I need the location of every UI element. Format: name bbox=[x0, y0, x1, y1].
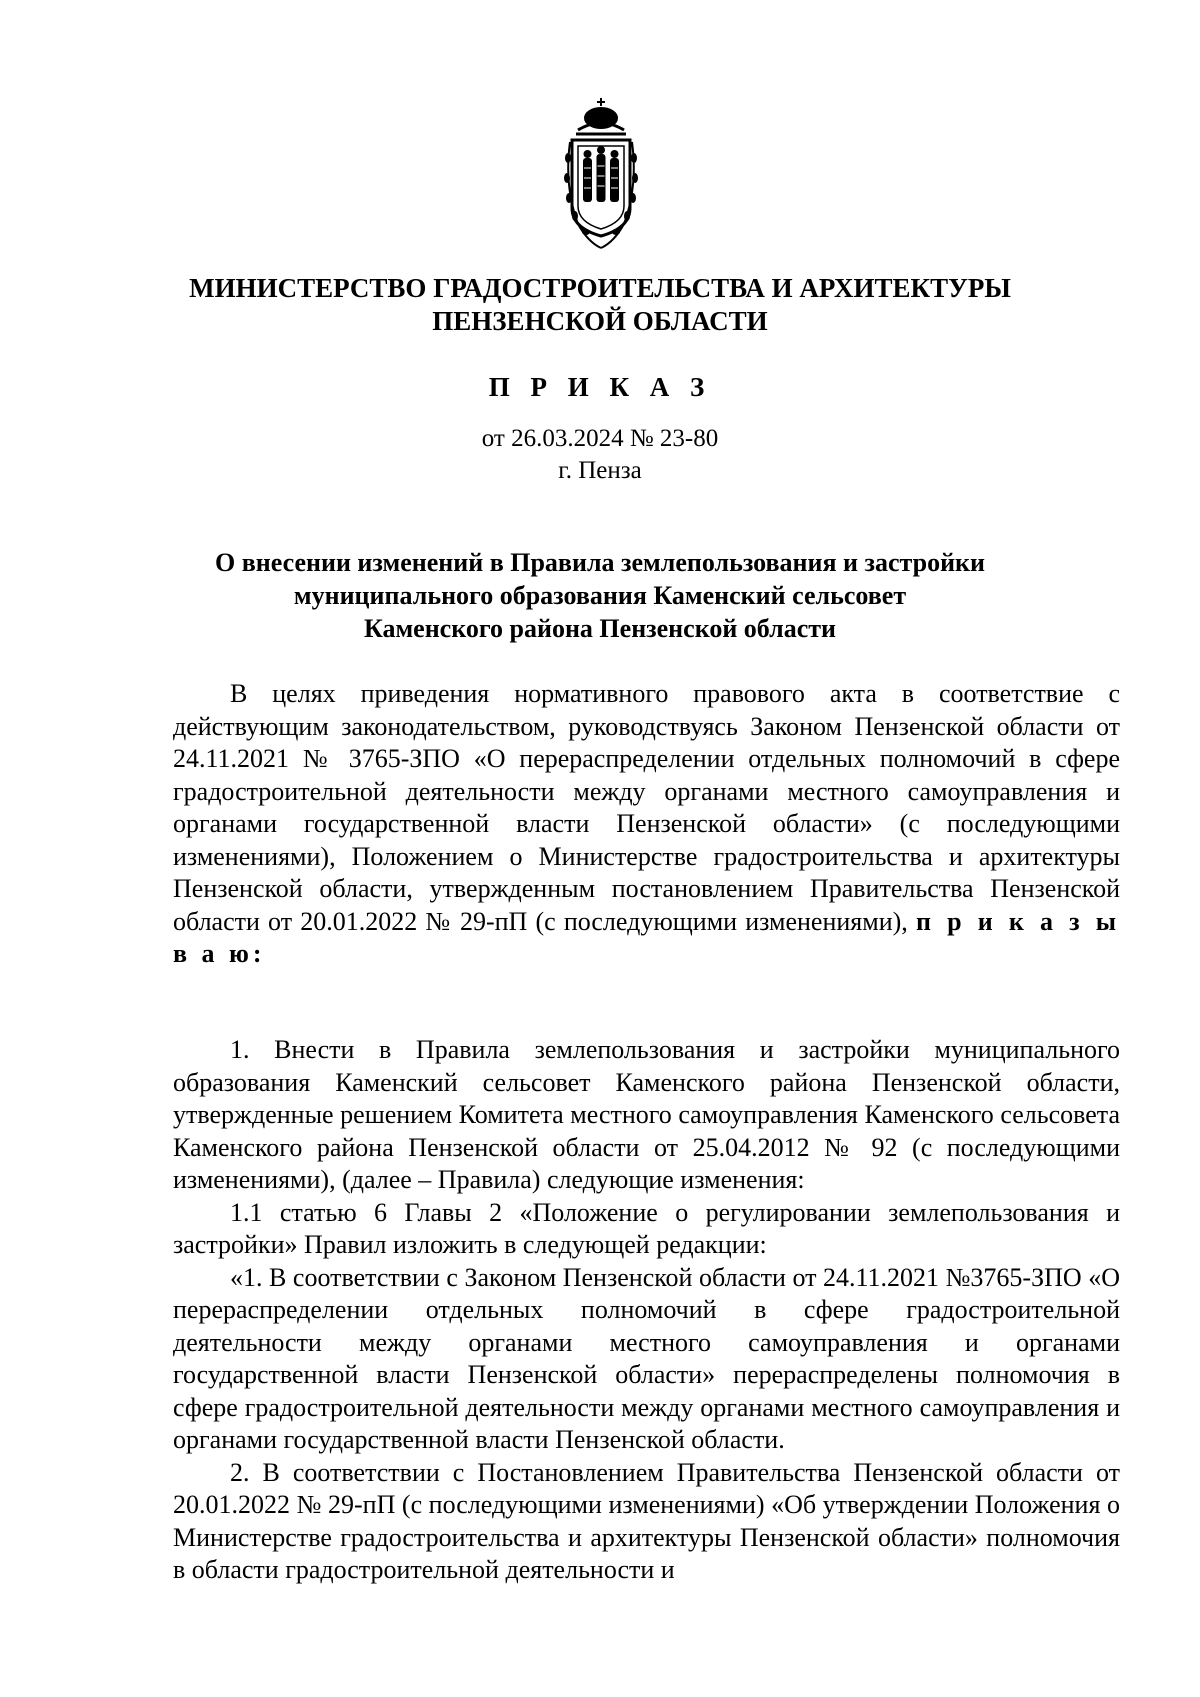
preamble-text: В целях приведения нормативного правового акта в соответствие с действующим законодательством, руководствуясь Законом Пензенской области от 24.11.2021 № 3765-ЗПО «О перераспределении отдельных полномочий в сфере градостроительной деятельности между органами местного самоуправления и органами государственной власти Пензенской области» (с последующими изменениями), Положением о Министерстве градостроительства и архитектуры Пензенской области, утвержденным постановлением Правительства Пензенской области от 20.01.2022 № 29-пП (с последующими изменениями), bbox=[173, 679, 1120, 936]
subject-line-1: О внесении изменений в Правила землепользования и застройки bbox=[214, 548, 986, 577]
ministry-line-1: МИНИСТЕРСТВО ГРАДОСТРОИТЕЛЬСТВА И АРХИТЕКТУРЫ bbox=[189, 273, 1011, 303]
preamble bbox=[173, 678, 1120, 971]
paragraph-1-1: 1.1 статью 6 Главы 2 «Положение о регулировании землепользования и застройки» Правил изложить в следующей редакции: bbox=[173, 1197, 1120, 1259]
decree-word: п р и к а з ы в а ю: bbox=[173, 906, 1121, 968]
subject-line-3: Каменского района Пензенской области bbox=[363, 614, 837, 643]
preamble-paragraph bbox=[173, 678, 1120, 971]
order-subject bbox=[150, 546, 1050, 645]
subject-line-2: муниципального образования Каменский сельсовет bbox=[293, 581, 907, 610]
ministry-name bbox=[150, 272, 1050, 338]
order-city: г. Пенза bbox=[558, 457, 642, 484]
coat-of-arms-icon bbox=[564, 96, 638, 252]
paragraph-quoted-2: 2. В соответствии с Постановлением Правительства Пензенской области от 20.01.2022 № 29-пП (с последующими изменениями) «Об утверждении Положения о Министерстве градостроительства и архитектуры Пензенской области» полномочия в области градостроительной деятельности и bbox=[173, 1457, 1120, 1584]
ministry-line-2: ПЕНЗЕНСКОЙ ОБЛАСТИ bbox=[432, 306, 768, 336]
order-meta bbox=[150, 423, 1050, 487]
paragraph-quoted-1: «1. В соответствии с Законом Пензенской области от 24.11.2021 №3765-ЗПО «О перераспределении отдельных полномочий в сфере градостроительной деятельности между органами местного самоуправления и органами государственной власти Пензенской области» перераспределены полномочия в сфере градостроительной деятельности между органами местного самоуправления и органами государственной власти Пензенской области. bbox=[173, 1262, 1120, 1454]
order-body bbox=[173, 1034, 1120, 1587]
document-type-heading: П Р И К А З bbox=[488, 372, 712, 402]
paragraph-1: 1. Внести в Правила землепользования и застройки муниципального образования Каменский сельсовет Каменского района Пензенской области, утвержденные решением Комитета местного самоуправления Каменского сельсовета Каменского района Пензенской области от 25.04.2012 № 92 (с последующими изменениями), (далее – Правила) следующие изменения: bbox=[173, 1035, 1120, 1194]
order-date-number: от 26.03.2024 № 23-80 bbox=[481, 425, 719, 452]
